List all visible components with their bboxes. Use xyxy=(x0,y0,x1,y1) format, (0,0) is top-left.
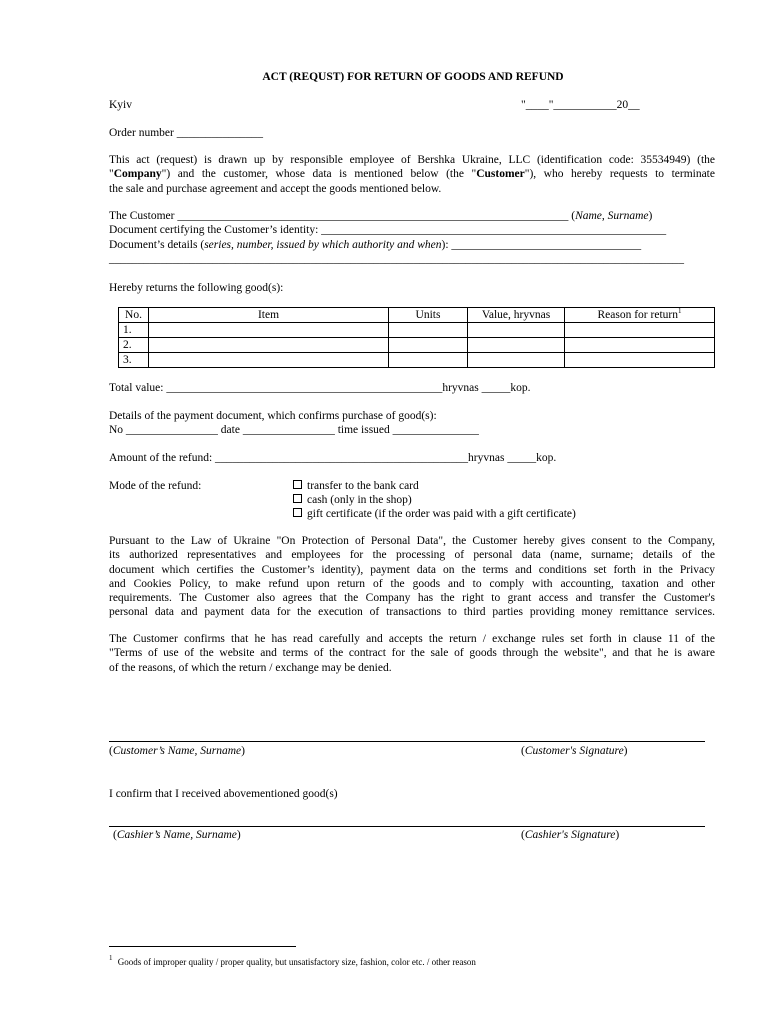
footnote-text: Goods of improper quality / proper quality, but unsatisfactory size, fashion, color etc. / other reason xyxy=(117,957,476,967)
refund-option-gift[interactable]: gift certificate (if the order was paid with a gift certificate) xyxy=(293,507,576,521)
header-units: Units xyxy=(389,308,468,323)
checkbox-icon[interactable] xyxy=(293,494,302,503)
city: Kyiv xyxy=(109,99,132,111)
reason-cell[interactable] xyxy=(565,323,715,338)
row-number: 3. xyxy=(119,353,149,368)
units-cell[interactable] xyxy=(389,338,468,353)
header-no: No. xyxy=(119,308,149,323)
value-cell[interactable] xyxy=(468,353,565,368)
table-header-row xyxy=(119,308,715,323)
value-cell[interactable] xyxy=(468,323,565,338)
customer-id-document-field[interactable]: Document certifying the Customer’s identity: ____________________________________________________________ xyxy=(109,224,667,237)
received-confirmation: I confirm that I received abovementioned good(s) xyxy=(109,788,338,800)
refund-option-card[interactable]: transfer to the bank card xyxy=(293,479,419,493)
footnote-mark: 1 xyxy=(109,954,113,962)
payment-doc-field[interactable]: No ________________ date ________________ time issued _______________ xyxy=(109,424,479,436)
goods-intro: Hereby returns the following good(s): xyxy=(109,282,284,294)
document-details-continuation[interactable]: ____________________________________________________________________________________________________ xyxy=(109,252,684,265)
customer-signature-line[interactable] xyxy=(109,741,705,742)
cashier-name-caption: (Cashier’s Name, Surname) xyxy=(113,829,241,841)
customer-term: Customer xyxy=(476,168,525,181)
customer-signature-caption: (Customer's Signature) xyxy=(521,745,628,757)
payment-doc-label: Details of the payment document, which confirms purchase of good(s): xyxy=(109,410,437,422)
checkbox-icon[interactable] xyxy=(293,480,302,489)
cashier-signature-line[interactable] xyxy=(109,826,705,827)
header-value: Value, hryvnas xyxy=(468,308,565,323)
footnote-reference: 1 xyxy=(677,307,682,315)
personal-data-paragraph: Pursuant to the Law of Ukraine "On Protection of Personal Data", the Customer hereby gives consent to the Company, its authorized representatives and employees for the processing of personal data (name, surname; details of the document which certifies the Customer’s identity), payment data on the terms and conditions set forth in the Privacy and Cookies Policy, to make refund upon return of the goods and to comply with accounting, taxation and other requirements. The Customer also agrees that the Company has the right to grant access and transfer the Customer's personal data and payment data for the execution of transactions to third parties providing money remittance services. xyxy=(109,535,715,619)
intro-line-1: This act (request) is drawn up by responsible employee of Bershka Ukraine, LLC (identification code: 35534949) (the xyxy=(109,154,715,166)
refund-option-cash[interactable]: cash (only in the shop) xyxy=(293,493,412,507)
item-cell[interactable] xyxy=(149,323,389,338)
reason-cell[interactable] xyxy=(565,353,715,368)
total-value-field[interactable]: Total value: ________________________________________________hryvnas _____kop. xyxy=(109,382,531,394)
table-row xyxy=(119,353,715,368)
company-term: Company xyxy=(113,168,162,181)
intro-line-2: "Company") and the customer, whose data is mentioned below (the "Customer"), who hereby requests to terminate xyxy=(109,168,715,181)
row-number: 1. xyxy=(119,323,149,338)
date-field[interactable]: "____"___________20__ xyxy=(521,99,640,111)
intro-line-3: the sale and purchase agreement and accept the goods mentioned below. xyxy=(109,182,442,195)
confirmation-paragraph: The Customer confirms that he has read carefully and accepts the return / exchange rules set forth in clause 11 of the "Terms of use of the website and terms of the contract for the sale of goods through the website", and that he is aware of the reasons, of which the return / exchange may be denied. xyxy=(109,633,715,674)
intro-paragraph xyxy=(109,153,715,196)
reason-cell[interactable] xyxy=(565,338,715,353)
value-cell[interactable] xyxy=(468,338,565,353)
footnote-separator xyxy=(109,946,296,947)
footnote xyxy=(109,954,476,968)
checkbox-icon[interactable] xyxy=(293,508,302,517)
document-details-field[interactable]: Document’s details (series, number, issued by which authority and when): _________________________________ xyxy=(109,238,642,251)
customer-name-caption: (Customer’s Name, Surname) xyxy=(109,745,246,757)
units-cell[interactable] xyxy=(389,323,468,338)
document-title: ACT (REQUST) FOR RETURN OF GOODS AND REFUND xyxy=(262,71,564,83)
units-cell[interactable] xyxy=(389,353,468,368)
cashier-signature-caption: (Cashier's Signature) xyxy=(521,829,620,841)
customer-details xyxy=(109,209,715,266)
customer-name-field[interactable]: The Customer ____________________________________________________________________ (Name, Surname) xyxy=(109,210,653,222)
table-row xyxy=(119,338,715,353)
table-row xyxy=(119,323,715,338)
item-cell[interactable] xyxy=(149,353,389,368)
goods-table xyxy=(118,307,715,368)
item-cell[interactable] xyxy=(149,338,389,353)
order-number-field[interactable]: Order number _______________ xyxy=(109,127,263,139)
refund-amount-field[interactable]: Amount of the refund: ____________________________________________hryvnas _____kop. xyxy=(109,452,557,464)
refund-mode-label: Mode of the refund: xyxy=(109,480,202,492)
row-number: 2. xyxy=(119,338,149,353)
header-reason: Reason for return$^1$ xyxy=(565,308,715,323)
header-item: Item xyxy=(149,308,389,323)
